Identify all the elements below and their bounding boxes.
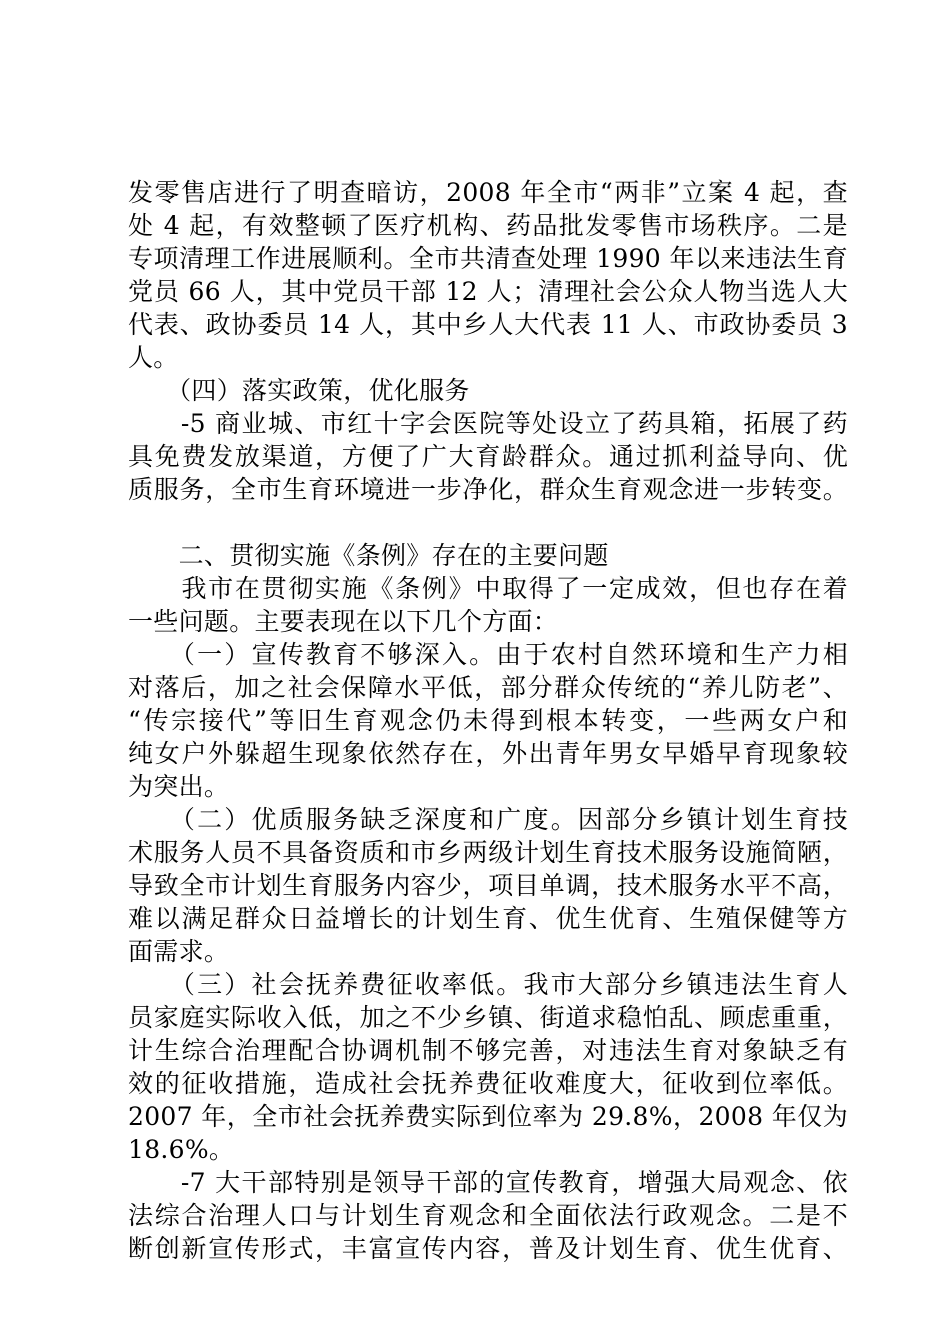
section-heading xyxy=(128,374,848,407)
text-line: （三）社会抚养费征收率低。我市大部分乡镇违法生育人 xyxy=(128,970,848,999)
text-line: 专项清理工作进展顺利。全市共清查处理 1990 年以来违法生育 xyxy=(128,244,848,273)
paragraph-gap xyxy=(128,506,848,539)
paragraph xyxy=(128,803,848,968)
text-line: 计生综合治理配合协调机制不够完善，对违法生育对象缺乏有 xyxy=(128,1036,848,1065)
text-line: 法综合治理人口与计划生育观念和全面依法行政观念。二是不 xyxy=(128,1201,848,1230)
text-line: 我市在贯彻实施《条例》中取得了一定成效，但也存在着 xyxy=(128,574,848,603)
paragraph xyxy=(128,638,848,803)
text-line: 为突出。 xyxy=(128,772,230,801)
section-heading xyxy=(128,539,848,572)
text-line: 代表、政协委员 14 人，其中乡人大代表 11 人、市政协委员 3 xyxy=(128,310,848,339)
text-line: 效的征收措施，造成社会抚养费征收难度大，征收到位率低。 xyxy=(128,1069,848,1098)
paragraph xyxy=(128,1166,848,1265)
text-line: （四）落实政策，优化服务 xyxy=(128,376,470,405)
text-line: 发零售店进行了明查暗访，2008 年全市“两非”立案 4 起，查 xyxy=(128,178,848,207)
paragraph xyxy=(128,572,848,638)
text-line: 二、贯彻实施《条例》存在的主要问题 xyxy=(128,541,609,570)
document-body xyxy=(128,176,848,1265)
text-line: -5 商业城、市红十字会医院等处设立了药具箱，拓展了药 xyxy=(128,409,848,438)
text-line: -7 大干部特别是领导干部的宣传教育，增强大局观念、依 xyxy=(128,1168,848,1197)
text-line: 2007 年，全市社会抚养费实际到位率为 29.8%，2008 年仅为 xyxy=(128,1102,848,1131)
text-line: 人。 xyxy=(128,343,179,372)
text-line: 质服务，全市生育环境进一步净化，群众生育观念进一步转变。 xyxy=(128,475,848,504)
text-line: 断创新宣传形式，丰富宣传内容，普及计划生育、优生优育、 xyxy=(128,1234,848,1263)
text-line: 员家庭实际收入低，加之不少乡镇、街道求稳怕乱、顾虑重重， xyxy=(128,1003,848,1032)
text-line: 对落后，加之社会保障水平低，部分群众传统的“养儿防老”、 xyxy=(128,673,848,702)
text-line: “传宗接代”等旧生育观念仍未得到根本转变，一些两女户和 xyxy=(128,706,848,735)
text-line: （一）宣传教育不够深入。由于农村自然环境和生产力相 xyxy=(128,640,848,669)
text-line: 党员 66 人，其中党员干部 12 人；清理社会公众人物当选人大 xyxy=(128,277,848,306)
text-line: （二）优质服务缺乏深度和广度。因部分乡镇计划生育技 xyxy=(128,805,848,834)
paragraph xyxy=(128,968,848,1166)
text-line: 处 4 起，有效整顿了医疗机构、药品批发零售市场秩序。二是 xyxy=(128,211,848,240)
text-line: 一些问题。主要表现在以下几个方面： xyxy=(128,607,559,636)
text-line: 面需求。 xyxy=(128,937,230,966)
paragraph xyxy=(128,407,848,506)
text-line: 纯女户外躲超生现象依然存在，外出青年男女早婚早育现象较 xyxy=(128,739,848,768)
text-line: 18.6%。 xyxy=(128,1135,235,1164)
paragraph xyxy=(128,176,848,374)
text-line: 难以满足群众日益增长的计划生育、优生优育、生殖保健等方 xyxy=(128,904,848,933)
text-line: 导致全市计划生育服务内容少，项目单调，技术服务水平不高， xyxy=(128,871,848,900)
text-line: 具免费发放渠道，方便了广大育龄群众。通过抓利益导向、优 xyxy=(128,442,848,471)
text-line: 术服务人员不具备资质和市乡两级计划生育技术服务设施简陋， xyxy=(128,838,848,867)
